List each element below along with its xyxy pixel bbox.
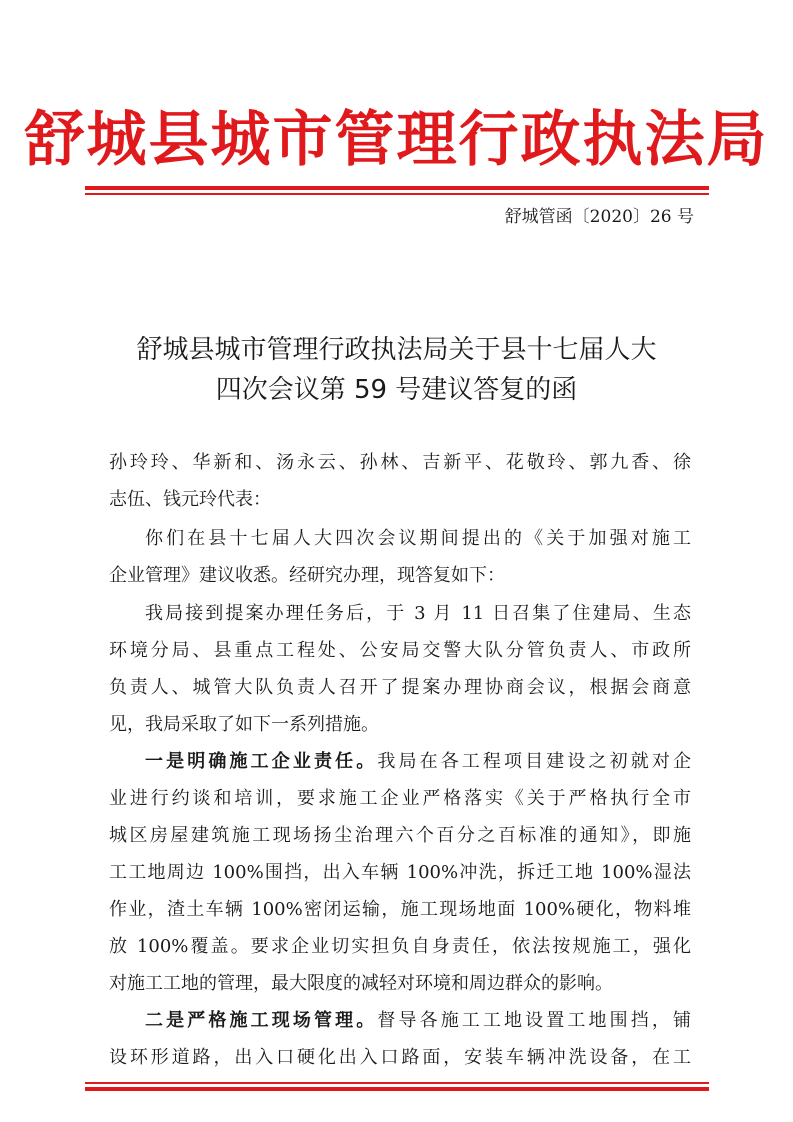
body-line-text: 你们在县十七届人大四次会议期间提出的《关于加强对施工 <box>145 528 691 549</box>
body-line <box>109 712 691 738</box>
body-line <box>109 971 691 997</box>
body-line <box>145 601 691 627</box>
body-line-text: 志伍、钱元玲代表： <box>109 489 271 510</box>
body-line-text: 督导各施工工地设置工地围挡，铺 <box>377 1010 692 1031</box>
body-line-text: 企业管理》建议收悉。经研究办理，现答复如下： <box>109 565 505 586</box>
body-line-text: 负责人、城管大队负责人召开了提案办理协商会议，根据会商意 <box>109 677 691 698</box>
section-heading-1: 一是明确施工企业责任。 <box>145 751 378 772</box>
body-line <box>109 823 691 849</box>
document-title-line-2: 四次会议第 59 号建议答复的函 <box>215 375 578 405</box>
body-line-text: 业进行约谈和培训，要求施工企业严格落实《关于严格执行全市 <box>109 788 691 809</box>
section-heading-2: 二是严格施工现场管理。 <box>145 1010 378 1031</box>
body-line <box>145 1008 691 1034</box>
letterhead-rule-thin <box>85 193 709 195</box>
body-line <box>109 934 691 960</box>
document-title-line-1: 舒城县城市管理行政执法局关于县十七届人大 <box>136 335 657 365</box>
body-line-text: 我局接到提案办理任务后，于 3 月 11 日召集了住建局、生态 <box>145 603 691 624</box>
body-line <box>145 526 691 552</box>
body-line-text: 作业，渣土车辆 100%密闭运输，施工现场地面 100%硬化，物料堆 <box>109 899 691 920</box>
body-line <box>109 860 691 886</box>
body-line <box>109 563 691 589</box>
body-line <box>109 786 691 812</box>
body-line <box>109 897 691 923</box>
body-line <box>109 487 691 513</box>
body-line-text: 我局在各工程项目建设之初就对企 <box>377 751 692 772</box>
body-line-text: 见，我局采取了如下一系列措施。 <box>109 714 379 735</box>
body-line <box>109 450 691 476</box>
body-line-text: 工工地周边 100%围挡，出入车辆 100%冲洗，拆迁工地 100%湿法 <box>109 862 691 883</box>
body-line-text: 孙玲玲、华新和、汤永云、孙林、吉新平、花敬玲、郭九香、徐 <box>109 452 691 473</box>
body-line <box>109 638 691 664</box>
body-line-text: 环境分局、县重点工程处、公安局交警大队分管负责人、市政所 <box>109 640 691 661</box>
body-line-text: 对施工工地的管理，最大限度的减轻对环境和周边群众的影响。 <box>109 973 613 994</box>
body-line <box>109 675 691 701</box>
footer-rule-thin <box>85 1082 709 1084</box>
body-line <box>145 749 691 775</box>
footer-rule-thick <box>85 1087 709 1091</box>
body-line-text: 设环形道路，出入口硬化出入口路面，安装车辆冲洗设备，在工 <box>109 1047 691 1068</box>
body-line <box>109 1045 691 1071</box>
body-line-text: 放 100%覆盖。要求企业切实担负自身责任，依法按规施工，强化 <box>109 936 691 957</box>
body-line-text: 城区房屋建筑施工现场扬尘治理六个百分之百标准的通知》，即施 <box>109 825 691 846</box>
letterhead-title: 舒城县城市管理行政执法局 <box>24 105 769 175</box>
letterhead-rule-thick <box>85 186 709 190</box>
document-number: 舒城管函〔2020〕26 号 <box>504 207 694 227</box>
